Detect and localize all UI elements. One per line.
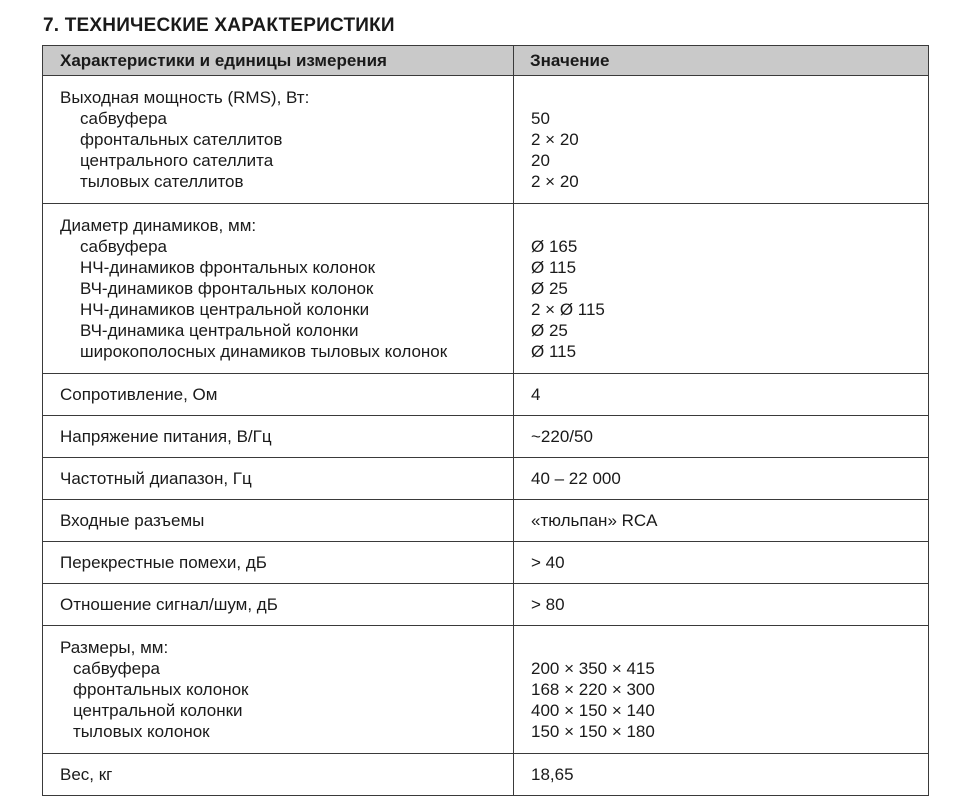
diameter-values <box>514 204 929 374</box>
section-title: 7. ТЕХНИЧЕСКИЕ ХАРАКТЕРИСТИКИ <box>43 15 395 36</box>
diameter-item-label: ВЧ-динамиков фронтальных колонок <box>80 279 374 298</box>
output-power-labels <box>43 76 514 204</box>
row-label: Частотный диапазон, Гц <box>43 458 514 500</box>
row-label: Перекрестные помехи, дБ <box>43 542 514 584</box>
diameter-item-label: сабвуфера <box>80 237 168 256</box>
output-power-title: Выходная мощность (RMS), Вт: <box>60 88 310 107</box>
power-item-value: 2 × 20 <box>531 172 579 191</box>
diameter-item-value: Ø 25 <box>531 279 568 298</box>
row-label: Отношение сигнал/шум, дБ <box>43 584 514 626</box>
row-value: 18,65 <box>514 754 929 796</box>
row-label: Сопротивление, Ом <box>43 374 514 416</box>
header-value: Значение <box>514 46 929 76</box>
dimensions-item-value: 150 × 150 × 180 <box>531 722 655 741</box>
table-row-speaker-diameter <box>43 204 929 374</box>
dimensions-item-label: центральной колонки <box>73 701 243 720</box>
diameter-item-value: Ø 25 <box>531 321 568 340</box>
row-value: > 80 <box>514 584 929 626</box>
dimensions-title: Размеры, мм: <box>60 638 169 657</box>
row-value: «тюльпан» RCA <box>514 500 929 542</box>
diameter-item-value: Ø 115 <box>531 258 577 277</box>
dimensions-item-label: фронтальных колонок <box>73 680 249 699</box>
table-row-input-connectors <box>43 500 929 542</box>
table-row-frequency-range <box>43 458 929 500</box>
dimensions-item-label: сабвуфера <box>73 659 161 678</box>
power-item-value: 2 × 20 <box>531 130 579 149</box>
table-row-impedance <box>43 374 929 416</box>
row-value: ~220/50 <box>514 416 929 458</box>
power-item-label: фронтальных сателлитов <box>80 130 283 149</box>
row-value: > 40 <box>514 542 929 584</box>
table-row-weight <box>43 754 929 796</box>
diameter-item-label: НЧ-динамиков фронтальных колонок <box>80 258 376 277</box>
power-item-label: сабвуфера <box>80 109 168 128</box>
dimensions-labels <box>43 626 514 754</box>
row-value: 40 – 22 000 <box>514 458 929 500</box>
table-row-crosstalk <box>43 542 929 584</box>
diameter-item-label: широкополосных динамиков тыловых колонок <box>80 342 448 361</box>
diameter-item-value: 2 × Ø 115 <box>531 300 605 319</box>
power-item-label: тыловых сателлитов <box>80 172 244 191</box>
power-item-label: центрального сателлита <box>80 151 274 170</box>
row-label: Вес, кг <box>43 754 514 796</box>
dimensions-item-value: 168 × 220 × 300 <box>531 680 655 699</box>
table-row-snr <box>43 584 929 626</box>
diameter-item-value: Ø 165 <box>531 237 578 256</box>
diameter-labels <box>43 204 514 374</box>
diameter-item-value: Ø 115 <box>531 342 577 361</box>
power-item-value: 20 <box>531 151 550 170</box>
dimensions-item-label: тыловых колонок <box>73 722 210 741</box>
table-row-output-power <box>43 76 929 204</box>
table-header-row <box>43 46 929 76</box>
diameter-item-label: ВЧ-динамика центральной колонки <box>80 321 359 340</box>
table-row-supply-voltage <box>43 416 929 458</box>
row-label: Напряжение питания, В/Гц <box>43 416 514 458</box>
header-characteristics: Характеристики и единицы измерения <box>43 46 514 76</box>
table-row-dimensions <box>43 626 929 754</box>
diameter-item-label: НЧ-динамиков центральной колонки <box>80 300 370 319</box>
diameter-title: Диаметр динамиков, мм: <box>60 216 257 235</box>
row-value: 4 <box>514 374 929 416</box>
dimensions-item-value: 200 × 350 × 415 <box>531 659 655 678</box>
output-power-values <box>514 76 929 204</box>
dimensions-values <box>514 626 929 754</box>
power-item-value: 50 <box>531 109 550 128</box>
row-label: Входные разъемы <box>43 500 514 542</box>
spec-table <box>42 45 929 796</box>
dimensions-item-value: 400 × 150 × 140 <box>531 701 655 720</box>
